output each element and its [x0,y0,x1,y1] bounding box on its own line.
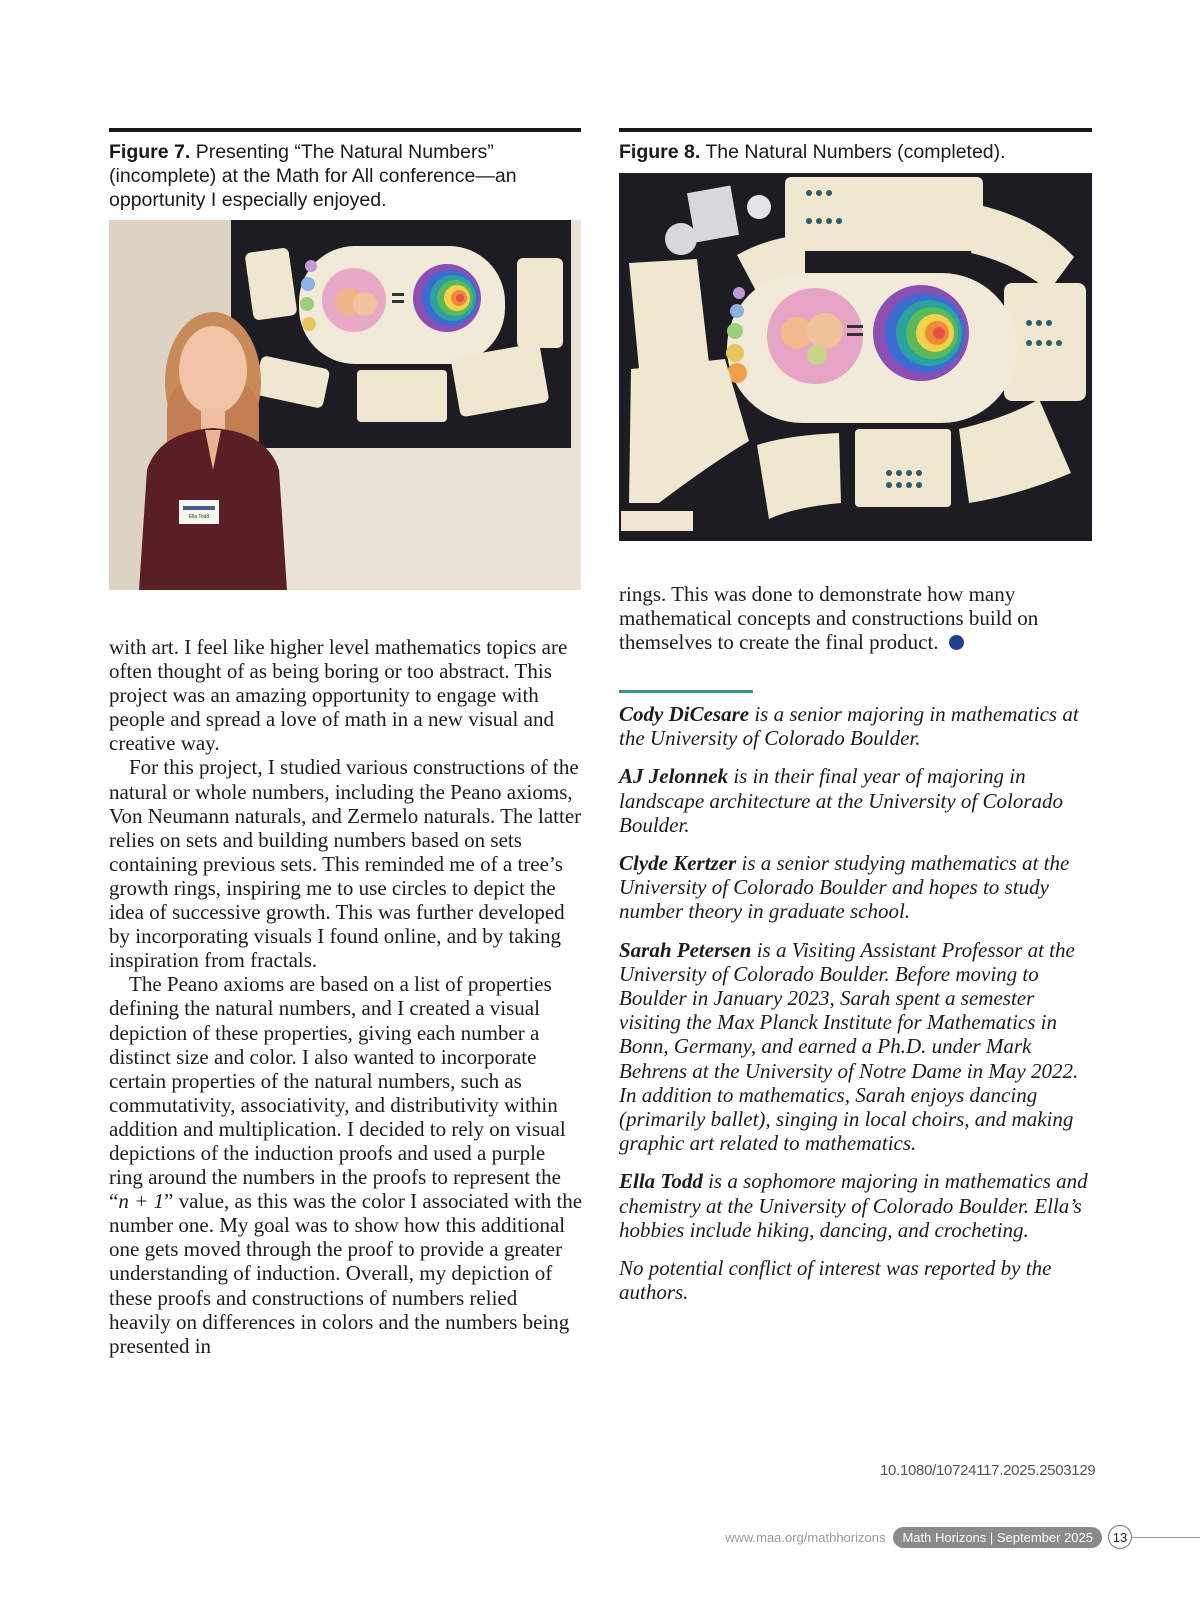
left-column-text [109,635,584,1358]
bio-text: is a senior majoring in mathematics at the University of Colorado Boulder. [619,702,1079,751]
figure8-caption [619,140,1092,164]
left-paragraph-1: with art. I feel like higher level mathematics topics are often thought of as being boring or too abstract. This project was an amazing opportunity to engage with people and spread a love of math in a new visual and creative way. [109,635,568,756]
conflict-statement: No potential conflict of interest was reported by the authors. [619,1256,1052,1305]
figure8-caption-text: The Natural Numbers (completed). [705,141,1006,163]
bio-text: is a Visiting Assistant Professor at the University of Colorado Boulder. Before moving to Boulder in January 2023, Sarah spent a semester visiting the Max Planck Institute for Mathematics in Bonn, Germany, and earned a Ph.D. under Mark Behrens at the University of Notre Dame in May 2022. In addition to mathematics, Sarah enjoys dancing (primarily ballet), singing in local choirs, and making graphic art related to mathematics. [619,937,1079,1156]
bio-name: Sarah Petersen [619,937,752,962]
right-column-text [619,582,1094,654]
right-paragraph-1 [619,582,1094,654]
bio-name: Clyde Kertzer [619,851,737,876]
bio-sarah-petersen [619,938,1094,1156]
author-bios [619,702,1094,1318]
footer-journal: Math Horizons | September 2025 [893,1527,1102,1548]
bio-text: is a sophomore majoring in mathematics and chemistry at the University of Colorado Boulder. Ella’s hobbies include hiking, dancing, and crocheting. [619,1169,1088,1242]
figure7-top-rule [109,128,581,132]
figure8-photo [619,173,1092,541]
bio-name: Ella Todd [619,1169,703,1194]
figure7-caption-line3: opportunity I especially enjoyed. [109,189,387,211]
figure7-caption-line2: (incomplete) at the Math for All conference—an [109,165,517,187]
figure7-caption-line1: Presenting “The Natural Numbers” [195,141,494,163]
figure8-label: Figure 8. [619,141,701,163]
math-n-plus-1: n + 1 [118,1189,164,1214]
left-paragraph-3-part-a: The Peano axioms are based on a list of properties defining the natural numbers, and I created a visual depiction of these properties, giving each number a distinct size and color. I also wanted to incorporate certain properties of the natural numbers, such as commutativity, associativity, and distributivity within addition and multiplication. I decided to rely on visual depictions of the induction proofs and used a purple ring around the numbers in the proofs to represent the “ [109,972,566,1214]
bio-aj-jelonnek [619,764,1094,837]
figure7-photo [109,220,581,590]
bio-name: Cody DiCesare [619,702,750,726]
figure7-name-tag: Ella Todd [188,514,210,520]
bio-clyde-kertzer [619,851,1094,924]
left-paragraph-3-part-b: ” value, as this was the color I associated with the number one. My goal was to show how this additional one gets moved through the proof to provide a greater understanding of induction. Overall, my depiction of these proofs and constructions of numbers relied heavily on differences in colors and the numbers being presented in [109,1189,583,1358]
footer-url[interactable]: www.maa.org/mathhorizons [725,1529,886,1545]
left-paragraph-3 [109,972,584,1358]
figure8-photo-illustration [619,173,1092,541]
bio-text: is a senior studying mathematics at the University of Colorado Boulder and hopes to study number theory in graduate school. [619,851,1070,924]
figure8-top-rule [619,128,1092,132]
page-footer [725,1525,1132,1549]
doi[interactable]: 10.1080/10724117.2025.2503129 [880,1462,1096,1479]
figure7-photo-illustration [109,220,581,590]
figure7-caption [109,140,581,212]
bio-cody-dicesare [619,702,1094,750]
bio-ella-todd [619,1169,1094,1242]
right-paragraph-1-text: rings. This was done to demonstrate how many mathematical concepts and constructions build on themselves to create the final product. [619,582,1039,655]
bio-name: AJ Jelonnek [619,764,729,789]
page-number: 13 [1108,1525,1132,1549]
footer-rule [1132,1537,1200,1538]
figure7-label: Figure 7. [109,141,191,163]
left-paragraph-2: For this project, I studied various constructions of the natural or whole numbers, including the Peano axioms, Von Neumann naturals, and Zermelo naturals. The latter relies on sets and building numbers based on sets containing previous sets. This reminded me of a tree’s growth rings, inspiring me to use circles to depict the idea of successive growth. This was further developed by incorporating visuals I found online, and by taking inspiration from fractals. [109,755,582,973]
bios-divider [619,690,753,693]
bio-text: is in their final year of majoring in landscape architecture at the University of Colorado Boulder. [619,764,1064,837]
end-mark-icon [949,635,964,650]
